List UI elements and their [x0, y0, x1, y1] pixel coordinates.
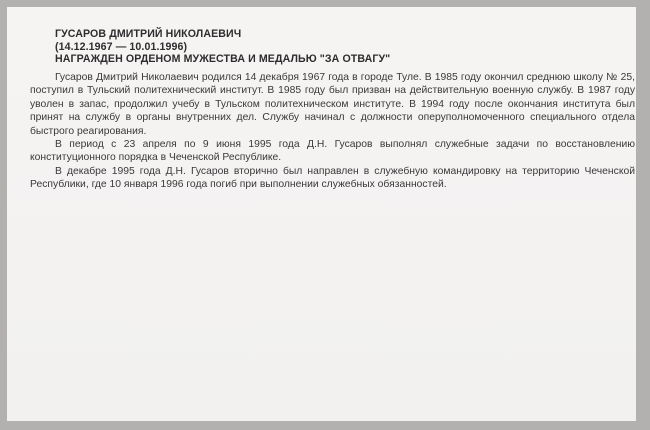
header-block	[55, 28, 390, 66]
paragraph: В декабре 1995 года Д.Н. Гусаров вторично был направлен в служебную командировку на территорию Чеченской Республики, где 10 января 1996 года погиб при выполнении служебных обязанностей.	[30, 165, 635, 191]
document-page	[7, 7, 636, 421]
life-dates: (14.12.1967 — 10.01.1996)	[55, 40, 188, 53]
paragraph: В период с 23 апреля по 9 июня 1995 года Д.Н. Гусаров выполнял служебные задачи по восстановлению конституционного порядка в Чеченской Республике.	[30, 139, 635, 164]
biography-text	[30, 71, 635, 192]
paragraph: Гусаров Дмитрий Николаевич родился 14 декабря 1967 года в городе Туле. В 1985 году окончил среднюю школу № 25, поступил в Тульский политехнический институт. В 1985 году был призван на действительную военную службу. В 1987 году уволен в запас, продолжил учебу в Тульском политехническом институте. В 1994 году после окончания института был принят на службу в органы внутренних дел. Службу начинал с должности оперуполномоченного специального отдела быстрого реагирования.	[30, 72, 635, 137]
person-name: ГУСАРОВ ДМИТРИЙ НИКОЛАЕВИЧ	[55, 28, 242, 40]
award-line: НАГРАЖДЕН ОРДЕНОМ МУЖЕСТВА И МЕДАЛЬЮ "ЗА ОТВАГУ"	[55, 53, 391, 66]
